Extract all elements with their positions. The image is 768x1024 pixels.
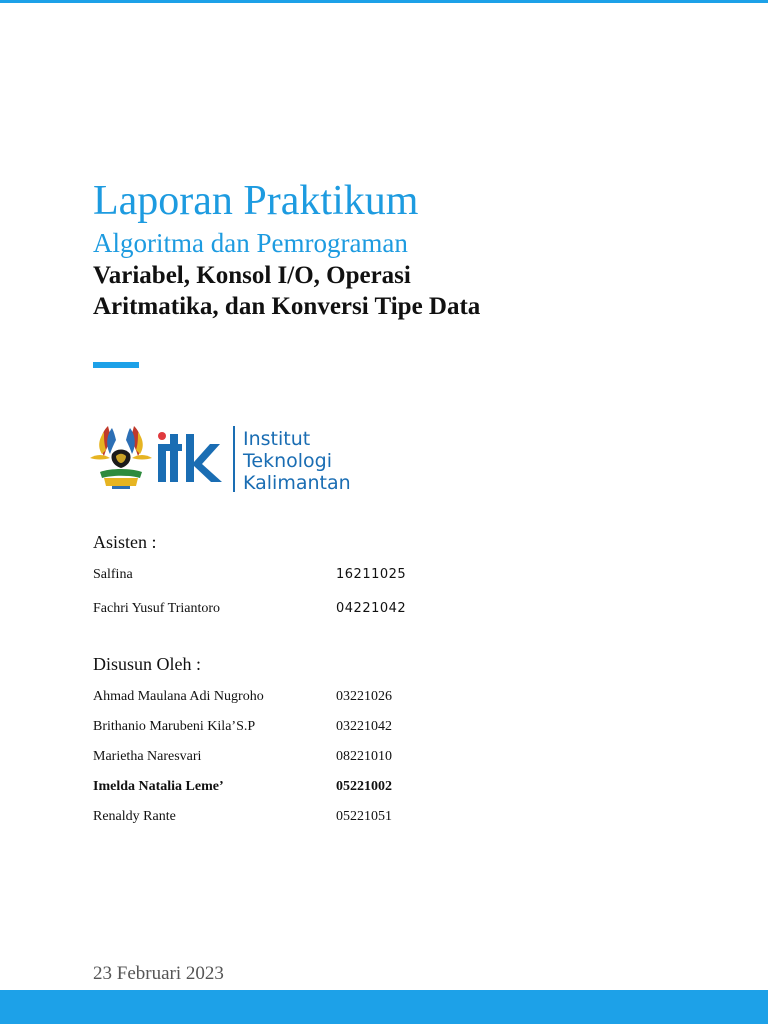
title-accent-bar	[93, 362, 139, 368]
penyusun-name: Marietha Naresvari	[93, 749, 202, 764]
penyusun-row-highlighted	[93, 777, 513, 797]
penyusun-name: Ahmad Maulana Adi Nugroho	[93, 689, 264, 704]
borneo-hornbill-emblem-icon	[90, 426, 152, 489]
asisten-name: Fachri Yusuf Triantoro	[93, 601, 221, 616]
asisten-label: Asisten :	[93, 532, 157, 552]
penyusun-row	[93, 747, 513, 767]
penyusun-row	[93, 717, 513, 737]
logo-line-3: Kalimantan	[243, 472, 351, 494]
penyusun-label: Disusun Oleh :	[93, 654, 201, 674]
logo-line-2: Teknologi	[243, 450, 332, 472]
penyusun-name: Imelda Natalia Leme’	[93, 779, 224, 794]
asisten-name: Salfina	[93, 567, 133, 582]
report-date: 23 Februari 2023	[93, 963, 224, 984]
logo-line-1: Institut	[243, 428, 311, 450]
penyusun-nim: 03221026	[336, 689, 392, 704]
asisten-row	[93, 599, 513, 619]
penyusun-nim: 05221002	[336, 779, 392, 794]
logo-divider	[233, 426, 235, 492]
penyusun-nim: 08221010	[336, 749, 392, 764]
penyusun-row	[93, 687, 513, 707]
bottom-accent-band	[0, 990, 768, 1024]
asisten-nim: 16211025	[336, 567, 407, 582]
report-title: Laporan Praktikum	[93, 178, 419, 224]
penyusun-nim: 03221042	[336, 719, 392, 734]
course-subtitle: Algoritma dan Pemrograman	[93, 228, 408, 258]
penyusun-row	[93, 807, 513, 827]
asisten-nim: 04221042	[336, 601, 407, 616]
report-topic: Variabel, Konsol I/O, Operasi Aritmatika, dan Konversi Tipe Data	[93, 262, 481, 320]
top-accent-line	[0, 0, 768, 3]
penyusun-name: Brithanio Marubeni Kila’S.P	[93, 719, 256, 734]
itk-wordmark-icon	[158, 432, 222, 482]
penyusun-nim: 05221051	[336, 809, 392, 824]
asisten-row	[93, 565, 513, 585]
penyusun-name: Renaldy Rante	[93, 809, 176, 824]
itk-logo	[86, 420, 366, 496]
